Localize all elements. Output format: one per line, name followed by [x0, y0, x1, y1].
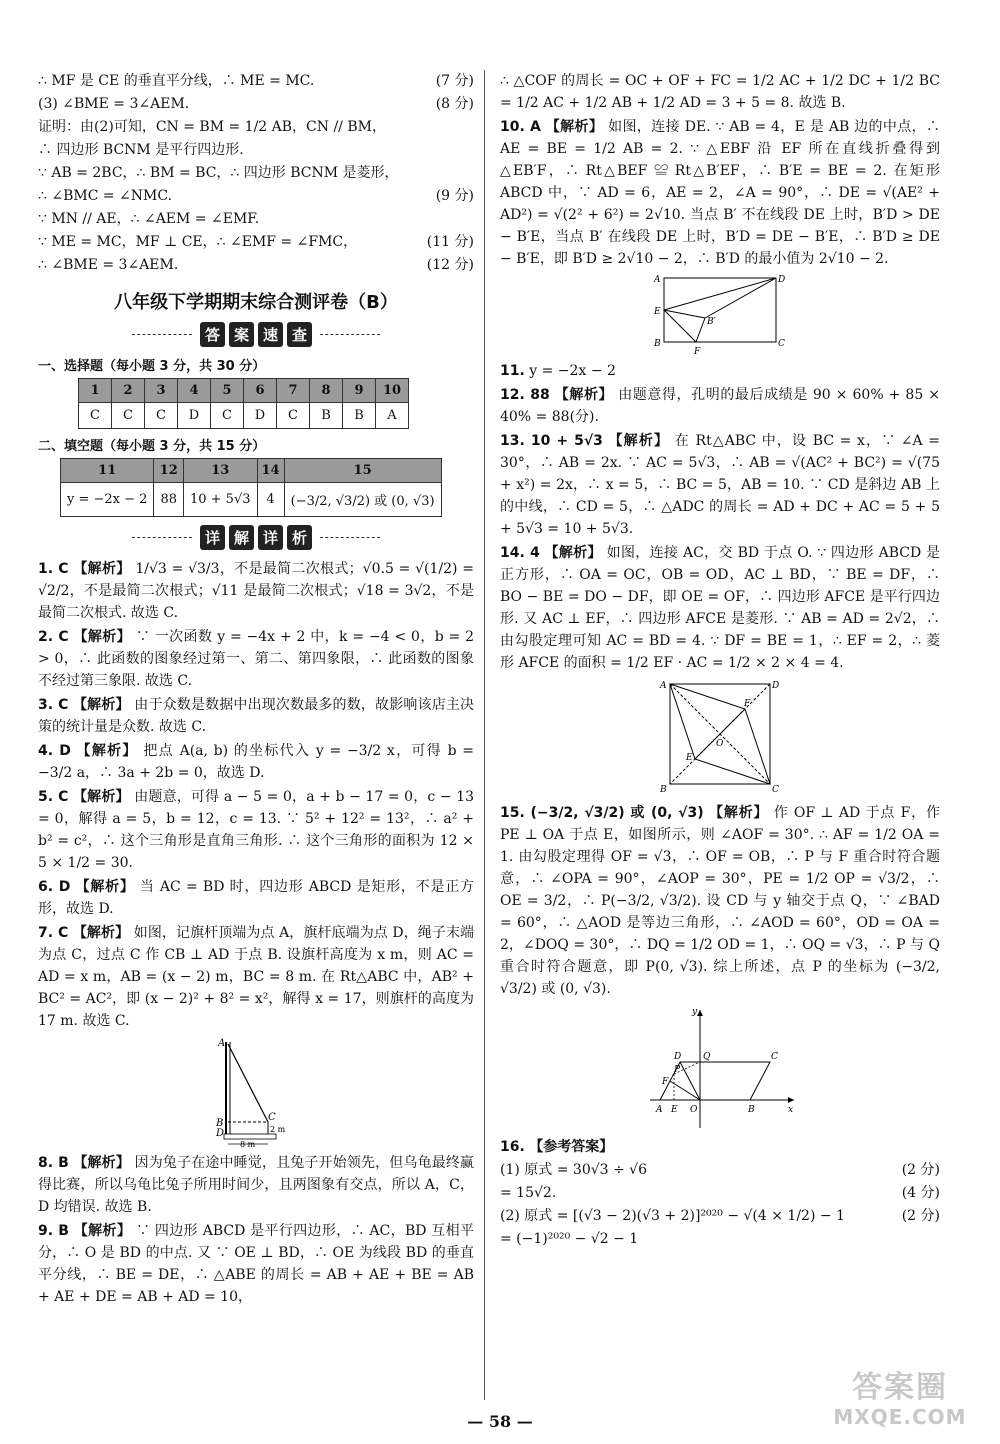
banner-char: 查: [287, 322, 312, 347]
choice-number-cell: 10: [376, 379, 409, 403]
label-2m: 2 m: [270, 1125, 286, 1134]
ground: [224, 1134, 276, 1139]
left-solutions-after: [38, 1152, 474, 1308]
choice-answer-cell: C: [145, 403, 178, 429]
choice-number-cell: 2: [112, 379, 145, 403]
detailed-solution-banner: [38, 525, 474, 550]
choice-answer-cell: C: [79, 403, 112, 429]
x-axis-arrow: [788, 1097, 794, 1103]
proof-line: [38, 231, 474, 253]
banner-char: 详: [258, 525, 283, 550]
solution-item: [500, 802, 940, 1000]
q16-tag: 【参考答案】: [529, 1139, 614, 1155]
label-8m: 8 m: [240, 1140, 256, 1148]
line-OD: [680, 1062, 700, 1100]
proof-line-score: (7 分): [435, 73, 474, 89]
q16-line: [500, 1182, 940, 1204]
column-divider: [484, 70, 485, 1400]
right-items: [500, 70, 940, 270]
q16-line-text: = (−1)²⁰²⁰ − √2 − 1: [500, 1231, 639, 1247]
coordinate-figure: [640, 1004, 800, 1132]
solution-item-number: 13. 10 + 5√3: [500, 433, 603, 449]
y-axis-arrow: [697, 1010, 703, 1016]
solution-item: [500, 384, 940, 428]
solution-item-number: 6. D: [38, 879, 71, 895]
solution-item-number: 3. C: [38, 697, 69, 713]
choice-answer-row: [79, 403, 409, 429]
left-solutions: [38, 558, 474, 1032]
q16-head: [500, 1136, 940, 1158]
right-items-2: [500, 360, 940, 674]
proof-line-text: ∵ ME = MC，MF ⊥ CE，∴ ∠EMF = ∠FMC，: [38, 234, 358, 250]
label-D: D: [216, 1128, 225, 1139]
label-F: F: [744, 699, 751, 709]
label-B1: B′: [707, 317, 716, 327]
site-watermark: [830, 1370, 970, 1435]
solution-item-tag: 【解析】: [73, 561, 131, 577]
choice-number-row: [79, 379, 409, 403]
solution-item-text: 1/√3 = √3/3，不是最简二次根式；√0.5 = √(1/2) = √2/2，不是最简二次根式；√11 是最简二次根式；√18 = 3√2，不是最简二次根式. 故选 C.: [38, 561, 475, 621]
proof-line-text: ∴ ∠BMC = ∠NMC.: [38, 188, 173, 204]
label-D: D: [772, 681, 780, 691]
label-x: x: [788, 1105, 794, 1115]
watermark-line1: 答案圈: [852, 1370, 948, 1405]
rope: [228, 1044, 268, 1122]
label-B: B: [660, 785, 667, 795]
choice-answer-cell: A: [376, 403, 409, 429]
solution-item-tag: 【解析】: [72, 925, 130, 941]
banner-char: 案: [229, 322, 254, 347]
solution-item-number: 5. C: [38, 789, 69, 805]
q16-line-score: (4 分): [901, 1185, 940, 1201]
choice-answer-cell: D: [244, 403, 277, 429]
proof-line: [38, 116, 474, 138]
solution-item: [500, 116, 940, 270]
fill-number-cell: 14: [257, 459, 284, 483]
banner-char: 详: [200, 525, 225, 550]
solution-item-number: 2. C: [38, 629, 69, 645]
solution-item: [500, 360, 940, 382]
label-O: O: [716, 739, 724, 749]
solution-item-tag: 【解析】: [554, 387, 614, 403]
q16-lines: [500, 1159, 940, 1250]
choice-answer-table: [78, 378, 409, 429]
solution-item: [500, 542, 940, 674]
choice-answer-cell: B: [343, 403, 376, 429]
fill-number-cell: 13: [183, 459, 257, 483]
solution-item-text: 由题意，可得 a − 5 = 0，a + b − 17 = 0，c − 13 = 0，解得 a = 5，b = 12，c = 13. ∵ 5² + 12² = 13²，∴ a² + b² = c²，∴ 这个三角形是直角三角形. ∴ 这个三角形的面积为 12 × 5 × 1/2 = 30.: [38, 789, 475, 871]
solution-item-number: 12. 88: [500, 387, 550, 403]
proof-line-score: (9 分): [435, 188, 474, 204]
section-choice-heading: 一、选择题（每小题 3 分，共 30 分）: [38, 359, 266, 374]
banner-char: 速: [258, 322, 283, 347]
solution-item: [38, 786, 474, 874]
solution-item-tag: 【解析】: [76, 743, 138, 759]
label-E: E: [671, 1105, 678, 1115]
choice-answer-cell: B: [310, 403, 343, 429]
solution-item-text: 作 OF ⊥ AD 于点 F，作 PE ⊥ OA 于点 E，如图所示，则 ∠AOF = 30°. ∴ AF = 1/2 OA = 1. 由勾股定理得 OF = √3，∴ OF = OB，∴ P 与 F 重合时符合题意，∴ ∠OPA = 90°，∠AOP = 30°，PE = 1/2 OP = √3/2，∴ OE = 3/2，∴ P(−3/2, √3/2). 设 CD 与 y 轴交于点 Q，∵ ∠BAD = 60°，∴ △AOD 是等边三角形，∴ ∠AOD = 60°，OD = OA = 2，∠DOQ = 30°，∴ DQ = 1/2 OD = 1，∴ OQ = √3，∴ P 与 Q 重合时符合题意，即 P(0, √3). 综上所述，点 P 的坐标为 (−3/2, √3/2) 或 (0, √3).: [500, 805, 940, 997]
solution-item-number: 15. (−3/2, √3/2) 或 (0, √3): [500, 805, 704, 821]
proof-line-score: (12 分): [426, 257, 474, 273]
label-C: C: [778, 339, 785, 349]
proof-line: [38, 254, 474, 276]
fill-answer-cell: y = −2x − 2: [61, 483, 154, 517]
label-Q: Q: [703, 1052, 711, 1062]
choice-number-cell: 9: [343, 379, 376, 403]
solution-item: [38, 694, 474, 738]
solution-item-text: 因为兔子在途中睡觉，且兔子开始领先，但乌龟最终赢得比赛，所以乌龟比兔子所用时间少，且两图象有交点，所以 A，C，D 均错误. 故选 B.: [38, 1155, 475, 1215]
label-F: F: [662, 1077, 669, 1087]
right-items-3: [500, 802, 940, 1000]
solution-item-number: 11.: [500, 363, 525, 379]
flagpole-figure: [206, 1036, 306, 1148]
choice-answer-cell: C: [277, 403, 310, 429]
solution-item: [500, 70, 940, 114]
answer-quick-check-banner: [38, 322, 474, 347]
proof-line-text: ∴ 四边形 BCNM 是平行四边形.: [38, 142, 244, 158]
label-P: P: [674, 1065, 681, 1075]
q16-line: [500, 1228, 940, 1250]
solution-item: [38, 740, 474, 784]
rectangle-fold-figure: [650, 274, 790, 356]
label-C: C: [772, 785, 779, 795]
solution-item-tag: 【解析】: [544, 545, 602, 561]
q16-line-text: (2) 原式 = [(√3 − 2)(√3 + 2)]²⁰²⁰ − √(4 × 1/2) − 1: [500, 1208, 845, 1224]
banner-char: 析: [287, 525, 312, 550]
label-E: E: [654, 307, 661, 317]
line-B1D: [705, 278, 776, 318]
fill-answer-cell: (−3/2, √3/2) 或 (0, √3): [284, 483, 441, 517]
label-B: B: [654, 339, 661, 349]
solution-item-text: y = −2x − 2: [529, 363, 616, 379]
solution-item: [38, 922, 474, 1032]
label-B: B: [748, 1105, 755, 1115]
solution-item-text: 当 AC = BD 时，四边形 ABCD 是矩形，不是正方形，故选 D.: [38, 879, 475, 917]
label-F: F: [694, 347, 701, 356]
proof-line: [38, 70, 474, 92]
solution-item-text: 如图，连接 AC，交 BD 于点 O. ∵ 四边形 ABCD 是正方形，∴ OA = OC，OB = OD，AC ⊥ BD，∵ BE = DF，∴ BO − BE = DO − DF，即 OE = OF，∴ 四边形 AFCE 是平行四边形. 又 AC ⊥ EF，∴ 四边形 AFCE 是菱形. ∵ AB = AD = 2√2，∴ 由勾股定理可知 AC = BD = 4. ∵ DF = BE = 1，∴ EF = 2，∴ 菱形 AFCE 的面积 = 1/2 EF · AC = 1/2 × 2 × 4 = 4.: [500, 545, 941, 671]
solution-item: [38, 558, 474, 624]
solution-item-tag: 【解析】: [608, 433, 670, 449]
label-B: B: [216, 1118, 224, 1129]
fill-answer-cell: 88: [154, 483, 184, 517]
exam-title: 八年级下学期期末综合测评卷（B）: [114, 292, 398, 313]
q16-number: 16.: [500, 1139, 525, 1155]
solution-item-number: 4. D: [38, 743, 71, 759]
banner-char: 答: [200, 322, 225, 347]
banner-rule: [132, 334, 192, 335]
proof-line-text: ∴ ∠BME = 3∠AEM.: [38, 257, 179, 273]
solution-item-tag: 【解析】: [73, 1223, 132, 1239]
solution-item-number: 7. C: [38, 925, 69, 941]
label-O: O: [690, 1105, 698, 1115]
fill-number-cell: 11: [61, 459, 154, 483]
label-C: C: [771, 1052, 778, 1062]
choice-number-cell: 1: [79, 379, 112, 403]
proof-line-text: (3) ∠BME = 3∠AEM.: [38, 96, 190, 112]
solution-item-tag: 【解析】: [708, 805, 769, 821]
proof-line: [38, 208, 474, 230]
solution-item-text: 在 Rt△ABC 中，设 BC = x，∵ ∠A = 30°，∴ AB = 2x. ∵ AC = 5√3，∴ AB = √(AC² + BC²) = √(75 + x²) = 2x，∴ x = 5，∴ BC = 5，AB = 10. ∵ CD 是斜边 AB 上的中线，∴ CD = 5，∴ △ADC 的周长 = AD + DC + AC = 5 + 5 + 5√3 = 10 + 5√3.: [500, 433, 940, 537]
solution-item: [38, 626, 474, 692]
page-number: — 58 —: [467, 1412, 533, 1431]
q16-line: [500, 1205, 940, 1227]
proof-line-score: (8 分): [435, 96, 474, 112]
solution-item-text: 如图，连接 DE. ∵ AB = 4，E 是 AB 边的中点，∴ AE = BE = 1/2 AB = 2. ∵ △EBF 沿 EF 所在直线折叠得到 △EB′F，∴ Rt△BEF ≌ Rt△B′EF，∴ B′E = BE = 2. 在矩形 ABCD 中，∵ AD = 6，AE = 2，∠A = 90°，∴ DE = √(AE² + AD²) = √(2² + 6²) = 2√10. 当点 B′ 不在线段 DE 上时，B′D > DE − B′E，当点 B′ 在线段 DE 上时，B′D = DE − B′E，∴ B′D ≥ DE − B′E，即 B′D ≥ 2√10 − 2，∴ B′D 的最小值为 2√10 − 2.: [500, 119, 941, 267]
label-D: D: [778, 275, 786, 285]
solution-item-text: 如图，记旗杆顶端为点 A，旗杆底端为点 D，绳子末端为点 C，过点 C 作 CB ⊥ AD 于点 B. 设旗杆高度为 x m，则 AC = AD = x m，AB = (x − 2) m，BC = 8 m. 在 Rt△ABC 中，AB² + BC² = AC²，即 (x − 2)² + 8² = x²，解得 x = 17，则旗杆的高度为 17 m. 故选 C.: [38, 925, 475, 1029]
q16-line-score: (2 分): [901, 1208, 940, 1224]
solution-item-number: 1. C: [38, 561, 69, 577]
choice-number-cell: 8: [310, 379, 343, 403]
solution-item-number: 8. B: [38, 1155, 69, 1171]
fill-number-cell: 12: [154, 459, 184, 483]
solution-item-tag: 【解析】: [545, 119, 604, 135]
solution-item-text: ∵ 一次函数 y = −4x + 2 中，k = −4 < 0，b = 2 > 0，∴ 此函数的图象经过第一、第二、第四象限，∴ 此函数的图象不经过第三象限. 故选 C.: [38, 629, 475, 689]
solution-item-tag: 【解析】: [73, 629, 132, 645]
choice-number-cell: 6: [244, 379, 277, 403]
label-A: A: [654, 275, 661, 285]
banner-rule: [320, 537, 380, 538]
solution-item: [38, 876, 474, 920]
label-y: y: [692, 1007, 698, 1017]
section-fill-heading: 二、填空题（每小题 3 分，共 15 分）: [38, 439, 266, 454]
fill-number-row: [61, 459, 442, 483]
question-16: [500, 1136, 940, 1250]
proof-line: [38, 185, 474, 207]
label-A: A: [660, 681, 667, 691]
proof-line-text: ∴ MF 是 CE 的垂直平分线，∴ ME = MC.: [38, 73, 315, 89]
proof-line-score: (11 分): [426, 234, 474, 250]
solution-item-number: 14. 4: [500, 545, 540, 561]
choice-number-cell: 3: [145, 379, 178, 403]
fill-number-cell: 15: [284, 459, 441, 483]
choice-number-cell: 7: [277, 379, 310, 403]
fill-answer-table: [60, 458, 442, 517]
solution-item: [38, 1220, 474, 1308]
solution-item-text: 由于众数是数据中出现次数最多的数，故影响该店主决策的统计量是众数. 故选 C.: [38, 697, 475, 735]
banner-rule: [132, 537, 192, 538]
proof-line-text: ∵ MN // AE，∴ ∠AEM = ∠EMF.: [38, 211, 260, 227]
banner-rule: [320, 334, 380, 335]
solution-item-number: 10. A: [500, 119, 541, 135]
label-E: E: [686, 753, 693, 763]
watermark-line2: MXQE.COM: [833, 1405, 967, 1429]
choice-answer-cell: C: [211, 403, 244, 429]
proof-line-text: 证明：由(2)可知，CN = BM = 1/2 AB，CN // BM，: [38, 119, 386, 135]
proof-line-text: ∵ AB = 2BC，∴ BM = BC，∴ 四边形 BCNM 是菱形，: [38, 165, 399, 181]
choice-number-cell: 4: [178, 379, 211, 403]
proof-line: [38, 162, 474, 184]
fill-answer-row: [61, 483, 442, 517]
choice-answer-cell: D: [178, 403, 211, 429]
q16-line: [500, 1159, 940, 1181]
fill-answer-cell: 10 + 5√3: [183, 483, 257, 517]
solution-item-tag: 【解析】: [73, 789, 130, 805]
proof-line: [38, 93, 474, 115]
line-B1F: [696, 318, 705, 342]
solution-item-tag: 【解析】: [73, 1155, 130, 1171]
left-column: [38, 70, 474, 1310]
q16-line-score: (2 分): [901, 1162, 940, 1178]
solution-item-number: 9. B: [38, 1223, 69, 1239]
label-D: D: [674, 1052, 682, 1062]
solution-item-text: ∴ △COF 的周长 = OC + OF + FC = 1/2 AC + 1/2 DC + 1/2 BC = 1/2 AC + 1/2 AB + 1/2 AD = 3 + 5 = 8. 故选 B.: [500, 73, 940, 111]
q16-line-text: (1) 原式 = 30√3 ÷ √6: [500, 1162, 648, 1178]
fill-answer-cell: 4: [257, 483, 284, 517]
q16-line-text: = 15√2.: [500, 1185, 557, 1201]
solution-item-text: ∵ 四边形 ABCD 是平行四边形，∴ AC，BD 互相平分，∴ O 是 BD 的中点. 又 ∵ OE ⊥ BD，∴ OE 为线段 BD 的垂直平分线，∴ BE = DE，∴ △ABE 的周长 = AB + AE + BE = AB + AE + DE = AB + AD = 10，: [38, 1223, 475, 1305]
label-A: A: [218, 1038, 226, 1049]
square-rhombus-figure: [650, 678, 790, 798]
left-top-lines: [38, 70, 474, 276]
solution-item-tag: 【解析】: [73, 697, 130, 713]
solution-item: [38, 1152, 474, 1218]
solution-item-text: 把点 A(a, b) 的坐标代入 y = −3/2 x，可得 b = −3/2 a，∴ 3a + 2b = 0，故选 D.: [38, 743, 475, 781]
solution-item: [500, 430, 940, 540]
solution-item-tag: 【解析】: [75, 879, 135, 895]
label-A: A: [656, 1105, 663, 1115]
solution-item-text: 由题意得，孔明的最后成绩是 90 × 60% + 85 × 40% = 88(分).: [500, 387, 941, 425]
right-column: [500, 70, 940, 1251]
proof-line: [38, 139, 474, 161]
banner-char: 解: [229, 525, 254, 550]
choice-number-cell: 5: [211, 379, 244, 403]
label-C: C: [268, 1112, 276, 1123]
choice-answer-cell: C: [112, 403, 145, 429]
line-DE: [664, 278, 776, 310]
